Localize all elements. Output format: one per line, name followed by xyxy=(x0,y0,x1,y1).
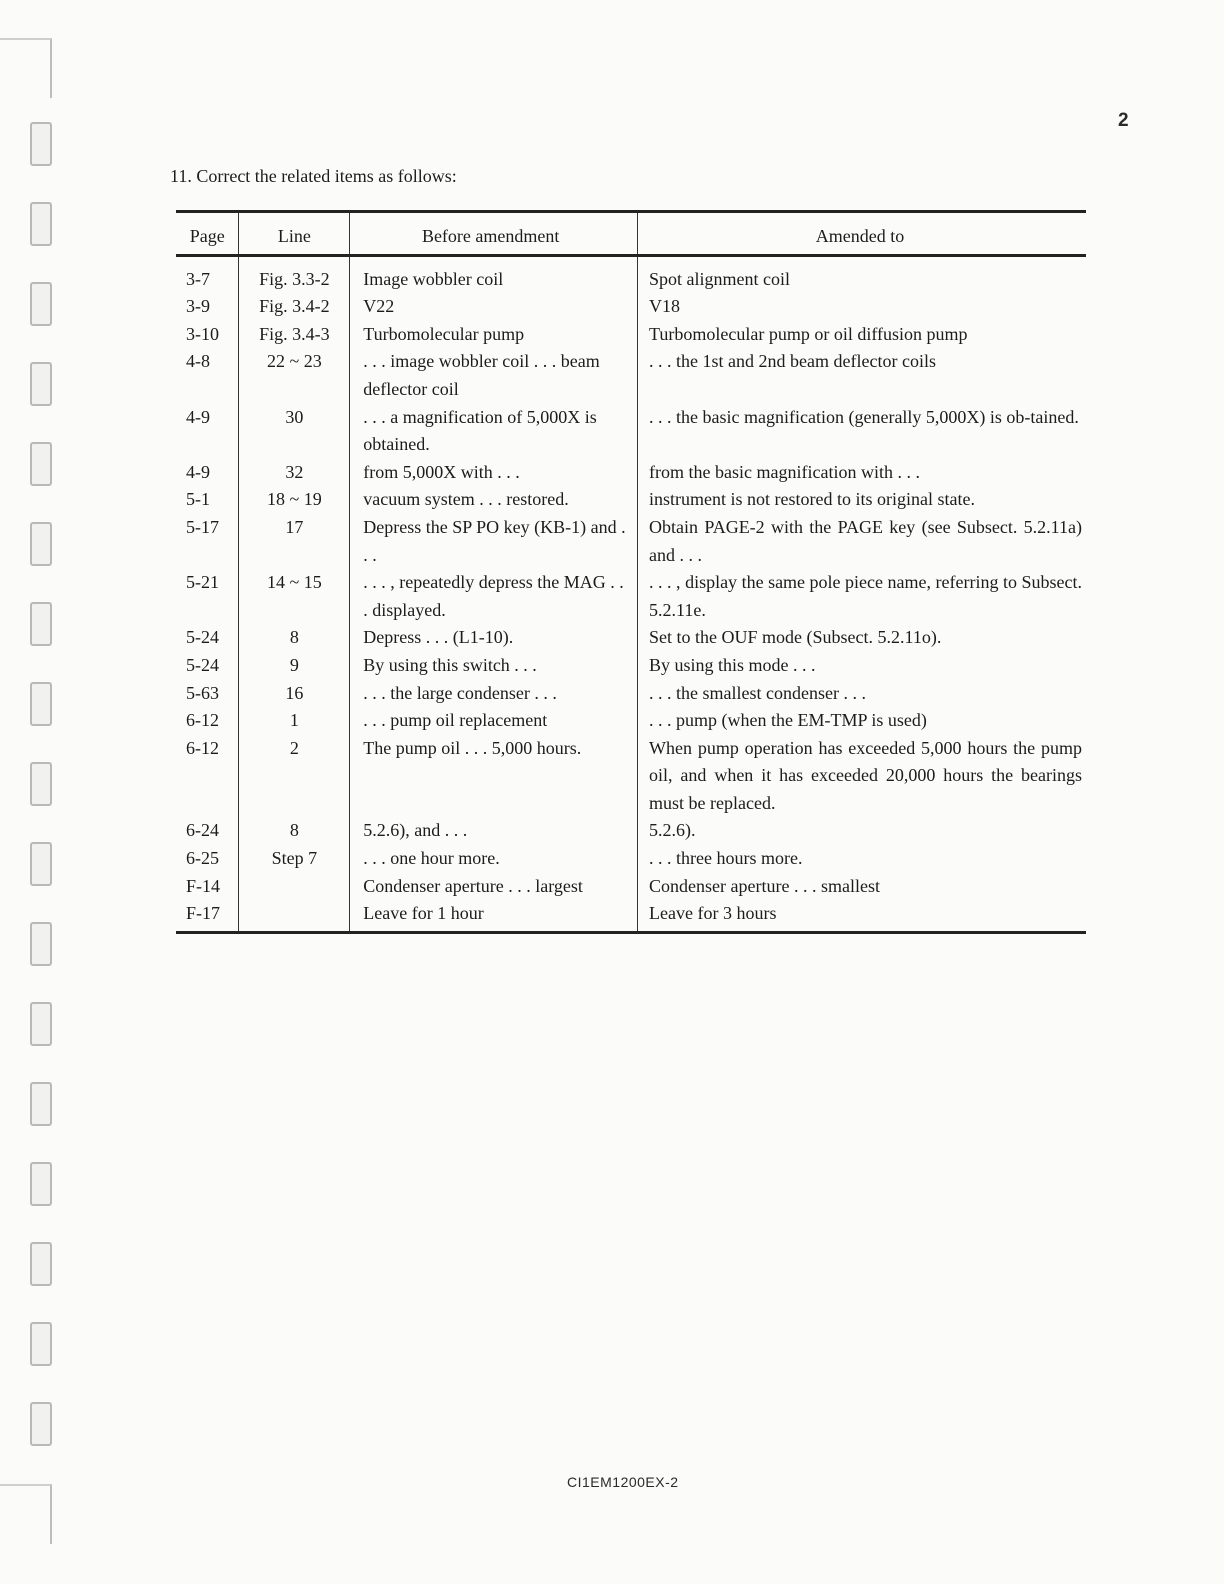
cell-page: 6-12 xyxy=(186,737,219,758)
page-number: 2 xyxy=(1118,110,1129,131)
table-row xyxy=(176,873,1086,901)
cell-page: 4-9 xyxy=(186,406,210,427)
table-row xyxy=(176,845,1086,873)
cell-line: 16 xyxy=(239,680,350,708)
cell-before-amendment: . . . one hour more. xyxy=(350,845,638,873)
binder-hole xyxy=(30,1002,52,1046)
cell-before-amendment: . . . pump oil replacement xyxy=(350,707,638,735)
cell-amended-to: instrument is not restored to its original state. xyxy=(638,486,1086,514)
cell-page: 6-24 xyxy=(186,820,219,841)
cell-line: 18 ~ 19 xyxy=(239,486,350,514)
document-code: CI1EM1200EX-2 xyxy=(567,1474,679,1490)
cell-line: 22 ~ 23 xyxy=(239,348,350,403)
table-row xyxy=(176,652,1086,680)
cell-page: 3-7 xyxy=(186,268,210,289)
cell-amended-to: When pump operation has exceeded 5,000 hours the pump oil, and when it has exceeded 20,000 hours the bearings must be replaced. xyxy=(638,735,1086,818)
cell-line: 8 xyxy=(239,817,350,845)
intro-text: 11. Correct the related items as follows: xyxy=(170,166,457,186)
table-row xyxy=(176,255,1086,293)
table-row xyxy=(176,624,1086,652)
table-row xyxy=(176,348,1086,403)
cell-before-amendment: 5.2.6), and . . . xyxy=(350,817,638,845)
binder-hole xyxy=(30,762,52,806)
cell-amended-to: Obtain PAGE-2 with the PAGE key (see Subsect. 5.2.11a) and . . . xyxy=(638,514,1086,569)
cell-page: F-14 xyxy=(186,875,221,896)
cell-amended-to: Leave for 3 hours xyxy=(638,900,1086,932)
cell-line: 8 xyxy=(239,624,350,652)
binder-hole xyxy=(30,1082,52,1126)
binder-hole xyxy=(30,842,52,886)
cell-before-amendment: Turbomolecular pump xyxy=(350,321,638,349)
cell-page: 4-8 xyxy=(186,351,210,372)
table-row xyxy=(176,707,1086,735)
cell-before-amendment: . . . image wobbler coil . . . beam deflector coil xyxy=(350,348,638,403)
header-before-amendment: Before amendment xyxy=(350,212,638,256)
cell-line: 2 xyxy=(239,735,350,818)
table-row xyxy=(176,321,1086,349)
cell-line: Fig. 3.4-2 xyxy=(239,293,350,321)
cell-line: 30 xyxy=(239,404,350,459)
cell-page: 5-17 xyxy=(186,516,219,537)
cell-amended-to: By using this mode . . . xyxy=(638,652,1086,680)
cell-amended-to: V18 xyxy=(638,293,1086,321)
cell-amended-to: Condenser aperture . . . smallest xyxy=(638,873,1086,901)
amendment-table xyxy=(176,210,1086,934)
cell-amended-to: . . . the basic magnification (generally 5,000X) is ob-tained. xyxy=(638,404,1086,459)
cell-line: 1 xyxy=(239,707,350,735)
cell-before-amendment: By using this switch . . . xyxy=(350,652,638,680)
table-row xyxy=(176,569,1086,624)
amendment-table-container xyxy=(176,210,1086,934)
binder-edge-mark xyxy=(0,38,52,98)
binder-hole xyxy=(30,122,52,166)
binder-hole xyxy=(30,682,52,726)
cell-page: 4-9 xyxy=(186,461,210,482)
cell-amended-to: Turbomolecular pump or oil diffusion pump xyxy=(638,321,1086,349)
cell-page: 5-21 xyxy=(186,572,219,593)
cell-line xyxy=(239,873,350,901)
table-row xyxy=(176,680,1086,708)
binder-hole xyxy=(30,1162,52,1206)
cell-page: 5-63 xyxy=(186,682,219,703)
table-row xyxy=(176,514,1086,569)
cell-before-amendment: V22 xyxy=(350,293,638,321)
cell-before-amendment: Condenser aperture . . . largest xyxy=(350,873,638,901)
cell-amended-to: . . . the 1st and 2nd beam deflector coils xyxy=(638,348,1086,403)
cell-line: Step 7 xyxy=(239,845,350,873)
binder-hole xyxy=(30,202,52,246)
cell-page: 6-25 xyxy=(186,848,219,869)
cell-page: 3-10 xyxy=(186,323,219,344)
header-line: Line xyxy=(239,212,350,256)
binder-hole xyxy=(30,1242,52,1286)
cell-line xyxy=(239,900,350,932)
cell-before-amendment: . . . , repeatedly depress the MAG . . . displayed. xyxy=(350,569,638,624)
cell-page: 3-9 xyxy=(186,296,210,317)
binder-hole xyxy=(30,522,52,566)
table-row xyxy=(176,486,1086,514)
table-row xyxy=(176,404,1086,459)
cell-page: 5-1 xyxy=(186,489,210,510)
cell-page: 6-12 xyxy=(186,710,219,731)
binder-hole xyxy=(30,442,52,486)
cell-before-amendment: Leave for 1 hour xyxy=(350,900,638,932)
binder-edge xyxy=(0,0,70,1584)
cell-amended-to: Set to the OUF mode (Subsect. 5.2.11o). xyxy=(638,624,1086,652)
cell-before-amendment: Depress the SP PO key (KB-1) and . . . xyxy=(350,514,638,569)
header-amended-to: Amended to xyxy=(638,212,1086,256)
binder-hole xyxy=(30,1322,52,1366)
cell-page: 5-24 xyxy=(186,654,219,675)
cell-line: Fig. 3.3-2 xyxy=(239,255,350,293)
cell-line: 9 xyxy=(239,652,350,680)
table-body xyxy=(176,255,1086,932)
table-header-row xyxy=(176,212,1086,256)
binder-edge-mark xyxy=(0,1484,52,1544)
binder-hole xyxy=(30,362,52,406)
cell-amended-to: Spot alignment coil xyxy=(638,255,1086,293)
cell-line: 14 ~ 15 xyxy=(239,569,350,624)
cell-amended-to: from the basic magnification with . . . xyxy=(638,459,1086,487)
cell-amended-to: . . . three hours more. xyxy=(638,845,1086,873)
binder-hole xyxy=(30,282,52,326)
header-page: Page xyxy=(176,212,239,256)
cell-page: 5-24 xyxy=(186,627,219,648)
cell-amended-to: . . . , display the same pole piece name, referring to Subsect. 5.2.11e. xyxy=(638,569,1086,624)
cell-before-amendment: vacuum system . . . restored. xyxy=(350,486,638,514)
cell-before-amendment: Image wobbler coil xyxy=(350,255,638,293)
table-row xyxy=(176,900,1086,932)
binder-hole xyxy=(30,1402,52,1446)
table-row xyxy=(176,459,1086,487)
table-row xyxy=(176,293,1086,321)
cell-before-amendment: from 5,000X with . . . xyxy=(350,459,638,487)
cell-before-amendment: Depress . . . (L1-10). xyxy=(350,624,638,652)
cell-line: 17 xyxy=(239,514,350,569)
cell-amended-to: . . . the smallest condenser . . . xyxy=(638,680,1086,708)
table-row xyxy=(176,735,1086,818)
cell-line: 32 xyxy=(239,459,350,487)
cell-amended-to: . . . pump (when the EM-TMP is used) xyxy=(638,707,1086,735)
cell-before-amendment: . . . the large condenser . . . xyxy=(350,680,638,708)
cell-line: Fig. 3.4-3 xyxy=(239,321,350,349)
cell-before-amendment: . . . a magnification of 5,000X is obtained. xyxy=(350,404,638,459)
binder-hole xyxy=(30,602,52,646)
cell-amended-to: 5.2.6). xyxy=(638,817,1086,845)
binder-hole xyxy=(30,922,52,966)
cell-page: F-17 xyxy=(176,900,239,932)
table-row xyxy=(176,817,1086,845)
cell-before-amendment: The pump oil . . . 5,000 hours. xyxy=(350,735,638,818)
